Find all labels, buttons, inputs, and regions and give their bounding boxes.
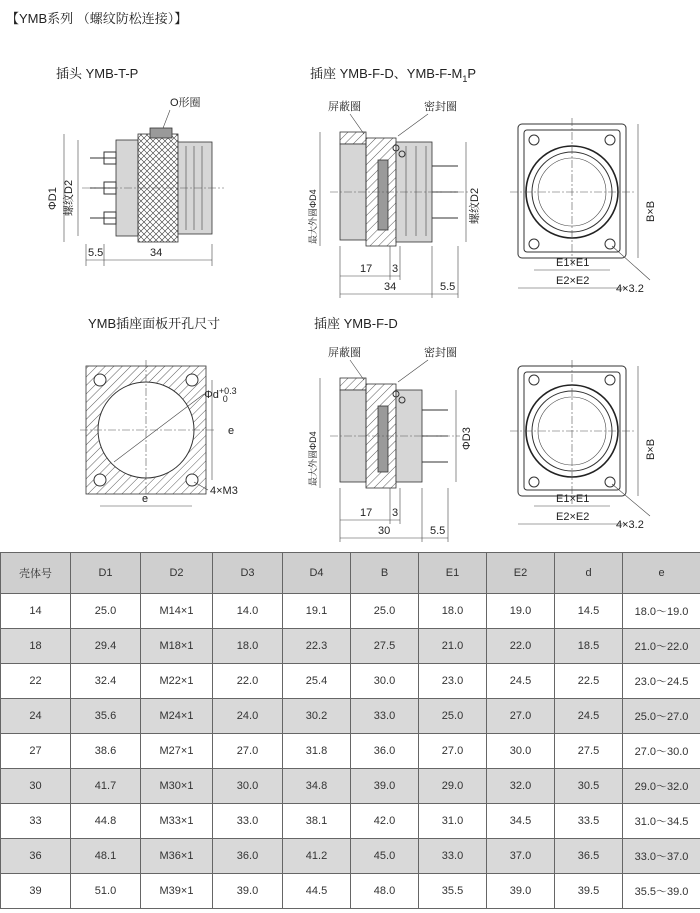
plug-drawing	[47, 66, 224, 266]
table-cell: 23.0～24.5	[623, 664, 700, 699]
table-cell: 36.0	[213, 839, 283, 874]
table-cell: 32.0	[487, 769, 555, 804]
table-cell: 24.0	[213, 699, 283, 734]
table-cell: 32.4	[71, 664, 141, 699]
table-cell: M24×1	[141, 699, 213, 734]
table-cell: 19.0	[487, 594, 555, 629]
socket-fd-d4-label: 最大外圆ΦD4	[308, 189, 318, 244]
table-cell: 30.0	[487, 734, 555, 769]
table-header-row	[1, 553, 700, 594]
socket-f-d-dim-3: 3	[392, 507, 399, 519]
table-cell: 30.0	[351, 664, 419, 699]
plug-title: 插头 YMB-T-P	[56, 66, 139, 81]
flange-bottom-e2-label: E2×E2	[556, 511, 590, 523]
table-cell: 25.0～27.0	[623, 699, 700, 734]
flange-top-e2-label: E2×E2	[556, 275, 590, 287]
flange-top-b-label: B×B	[645, 200, 657, 222]
table-cell: 22	[1, 664, 71, 699]
table-row	[1, 594, 700, 629]
table-cell: 25.0	[351, 594, 419, 629]
table-cell: 25.4	[283, 664, 351, 699]
socket-f-d-d4-label: 最大外圆ΦD4	[308, 431, 318, 486]
table-cell: 35.5～39.0	[623, 874, 700, 909]
table-cell: M39×1	[141, 874, 213, 909]
table-header-cell: 壳体号	[1, 553, 71, 594]
table-cell: 33.0	[213, 804, 283, 839]
table-cell: 14.0	[213, 594, 283, 629]
table-cell: 27.0	[419, 734, 487, 769]
table-cell: 30.2	[283, 699, 351, 734]
table-cell: 27	[1, 734, 71, 769]
table-cell: 36	[1, 839, 71, 874]
socket-fd-dim-5-5: 5.5	[440, 281, 456, 293]
socket-f-d-seal-label: 密封圈	[424, 347, 457, 359]
panel-cutout-title: YMB插座面板开孔尺寸	[88, 316, 221, 331]
table-cell: 29.0～32.0	[623, 769, 700, 804]
table-cell: 14.5	[555, 594, 623, 629]
table-cell: 33.0	[351, 699, 419, 734]
table-cell: 25.0	[419, 699, 487, 734]
table-header-cell: D4	[283, 553, 351, 594]
table-cell: 24.5	[555, 699, 623, 734]
table-cell: 33	[1, 804, 71, 839]
plug-dim-5-5: 5.5	[88, 247, 104, 259]
plug-d1-label: ΦD1	[47, 187, 59, 210]
table-cell: 30.5	[555, 769, 623, 804]
table-cell: 21.0～22.0	[623, 629, 700, 664]
table-cell: 41.2	[283, 839, 351, 874]
table-header-cell: D1	[71, 553, 141, 594]
panel-cutout-e-bottom-label: e	[142, 493, 149, 505]
table-cell: 39.5	[555, 874, 623, 909]
table-cell: 24	[1, 699, 71, 734]
table-cell: 38.1	[283, 804, 351, 839]
table-row	[1, 839, 700, 874]
table-cell: 24.5	[487, 664, 555, 699]
table-cell: 39.0	[351, 769, 419, 804]
plug-dim-34: 34	[150, 247, 163, 259]
socket-fd-drawing	[307, 66, 481, 298]
table-cell: 41.7	[71, 769, 141, 804]
table-header-cell: E2	[487, 553, 555, 594]
table-row	[1, 769, 700, 804]
flange-top-holes-label: 4×3.2	[616, 283, 644, 295]
table-header-cell: e	[623, 553, 700, 594]
socket-fd-dim-34: 34	[384, 281, 397, 293]
table-cell: M22×1	[141, 664, 213, 699]
table-cell: 42.0	[351, 804, 419, 839]
table-cell: 27.0	[213, 734, 283, 769]
table-cell: M36×1	[141, 839, 213, 874]
table-cell: 31.0	[419, 804, 487, 839]
flange-bottom-e1-label: E1×E1	[556, 493, 590, 505]
table-cell: 18.5	[555, 629, 623, 664]
table-cell: 37.0	[487, 839, 555, 874]
table-cell: 48.0	[351, 874, 419, 909]
table-cell: 27.5	[555, 734, 623, 769]
table-cell: 21.0	[419, 629, 487, 664]
table-body	[1, 594, 700, 909]
socket-f-d-d3-label: ΦD3	[461, 427, 473, 450]
table-cell: 44.8	[71, 804, 141, 839]
table-header-cell: d	[555, 553, 623, 594]
table-cell: 23.0	[419, 664, 487, 699]
socket-f-d-drawing	[307, 316, 473, 542]
table-cell: 18	[1, 629, 71, 664]
table-cell: M14×1	[141, 594, 213, 629]
table-cell: 18.0～19.0	[623, 594, 700, 629]
table-cell: M27×1	[141, 734, 213, 769]
table-cell: 27.0	[487, 699, 555, 734]
table-cell: 27.0～30.0	[623, 734, 700, 769]
table-header-cell: D2	[141, 553, 213, 594]
flange-top-e1-label: E1×E1	[556, 257, 590, 269]
table-cell: 33.0～37.0	[623, 839, 700, 874]
table-row	[1, 734, 700, 769]
table-cell: 31.8	[283, 734, 351, 769]
spec-table	[0, 552, 700, 909]
table-cell: 14	[1, 594, 71, 629]
socket-f-d-dim-5-5: 5.5	[430, 525, 446, 537]
technical-drawings	[0, 30, 700, 550]
table-cell: 30.0	[213, 769, 283, 804]
table-cell: 35.6	[71, 699, 141, 734]
table-cell: 48.1	[71, 839, 141, 874]
socket-fd-seal-label: 密封圈	[424, 101, 457, 113]
table-cell: 29.4	[71, 629, 141, 664]
table-cell: 34.8	[283, 769, 351, 804]
table-cell: 39.0	[213, 874, 283, 909]
table-header-cell: B	[351, 553, 419, 594]
spec-table-wrapper	[0, 552, 700, 909]
page-title: 【YMB系列 （螺纹防松连接）】	[6, 11, 188, 26]
table-cell: 51.0	[71, 874, 141, 909]
table-cell: 18.0	[419, 594, 487, 629]
panel-cutout-drawing	[80, 316, 238, 506]
table-cell: 19.1	[283, 594, 351, 629]
flange-top-drawing	[510, 118, 657, 295]
table-cell: 31.0～34.5	[623, 804, 700, 839]
table-cell: 25.0	[71, 594, 141, 629]
table-cell: 36.5	[555, 839, 623, 874]
panel-cutout-holes-label: 4×M3	[210, 485, 238, 497]
table-cell: 44.5	[283, 874, 351, 909]
table-cell: 36.0	[351, 734, 419, 769]
socket-fd-title: 插座 YMB-F-D、YMB-$F-M_1P$	[310, 66, 477, 84]
table-cell: 34.5	[487, 804, 555, 839]
table-cell: 39	[1, 874, 71, 909]
table-cell: 33.5	[555, 804, 623, 839]
table-row	[1, 699, 700, 734]
flange-bottom-b-label: B×B	[645, 438, 657, 460]
table-cell: 22.3	[283, 629, 351, 664]
socket-fd-dim-3: 3	[392, 263, 399, 275]
table-cell: 38.6	[71, 734, 141, 769]
table-cell: 22.5	[555, 664, 623, 699]
table-cell: 35.5	[419, 874, 487, 909]
table-cell: 27.5	[351, 629, 419, 664]
socket-fd-dim-17: 17	[360, 263, 373, 275]
plug-d2-label: 螺纹D2	[63, 179, 75, 216]
socket-f-d-dim-30: 30	[378, 525, 391, 537]
table-cell: 39.0	[487, 874, 555, 909]
table-cell: M18×1	[141, 629, 213, 664]
socket-fd-shield-label: 屏蔽圈	[328, 101, 361, 113]
table-cell: 22.0	[487, 629, 555, 664]
table-row	[1, 874, 700, 909]
o-ring-label: O形圈	[170, 97, 201, 109]
socket-f-d-dim-17: 17	[360, 507, 373, 519]
table-cell: 30	[1, 769, 71, 804]
table-cell: 18.0	[213, 629, 283, 664]
socket-f-d-shield-label: 屏蔽圈	[328, 347, 361, 359]
socket-fd-d2-label: 螺纹D2	[469, 187, 481, 224]
flange-bottom-holes-label: 4×3.2	[616, 519, 644, 531]
table-cell: 45.0	[351, 839, 419, 874]
panel-cutout-d-label: $\Phi d^{+0.3}$ 0	[204, 386, 237, 404]
table-cell: 33.0	[419, 839, 487, 874]
table-cell: M33×1	[141, 804, 213, 839]
flange-bottom-drawing	[510, 360, 657, 531]
table-row	[1, 629, 700, 664]
table-header-cell: E1	[419, 553, 487, 594]
table-cell: M30×1	[141, 769, 213, 804]
table-cell: 29.0	[419, 769, 487, 804]
socket-f-d-title: 插座 YMB-F-D	[314, 316, 398, 331]
table-row	[1, 664, 700, 699]
table-header-cell: D3	[213, 553, 283, 594]
panel-cutout-e-label: e	[228, 425, 235, 437]
table-cell: 22.0	[213, 664, 283, 699]
table-row	[1, 804, 700, 839]
